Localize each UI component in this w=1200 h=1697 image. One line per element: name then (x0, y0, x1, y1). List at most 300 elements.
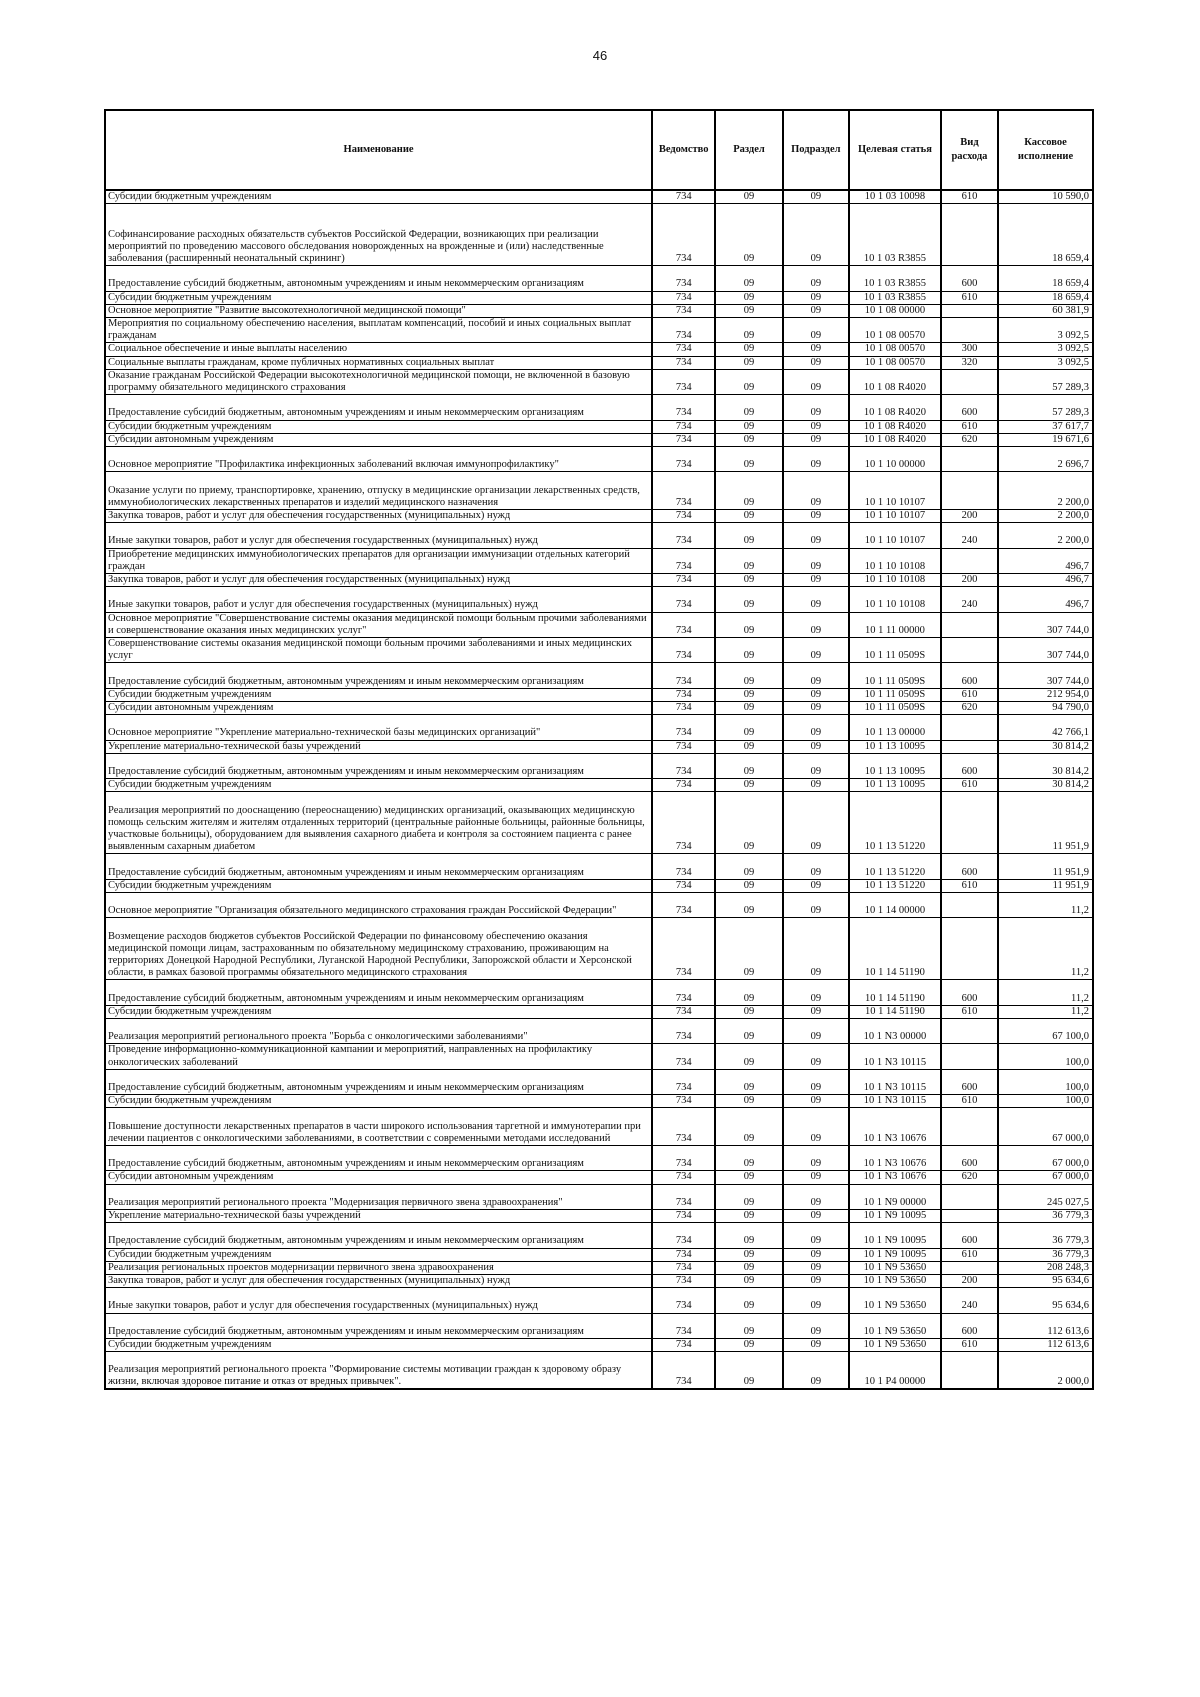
row-section: 09 (715, 792, 782, 854)
row-name: Субсидии бюджетным учреждениям (105, 1005, 652, 1018)
page-number: 46 (592, 48, 608, 63)
table-row (105, 918, 1093, 980)
row-section: 09 (715, 753, 782, 778)
row-expense-type (941, 892, 998, 917)
row-expense-type: 600 (941, 266, 998, 291)
row-section: 09 (715, 447, 782, 472)
row-target: 10 1 08 00000 (849, 304, 941, 317)
row-subsection: 09 (783, 1274, 849, 1287)
row-subsection: 09 (783, 1171, 849, 1184)
table-row (105, 356, 1093, 369)
row-department: 734 (652, 702, 715, 715)
table-row (105, 612, 1093, 637)
row-section: 09 (715, 638, 782, 663)
row-section: 09 (715, 779, 782, 792)
row-execution: 307 744,0 (998, 612, 1093, 637)
row-department: 734 (652, 918, 715, 980)
table-row (105, 879, 1093, 892)
row-target: 10 1 10 10108 (849, 548, 941, 573)
row-department: 734 (652, 1018, 715, 1043)
row-execution: 36 779,3 (998, 1209, 1093, 1222)
row-subsection: 09 (783, 1223, 849, 1248)
row-name: Иные закупки товаров, работ и услуг для обеспечения государственных (муниципальных) нужд (105, 523, 652, 548)
row-target: 10 1 N9 53650 (849, 1313, 941, 1338)
row-execution: 30 814,2 (998, 753, 1093, 778)
table-row (105, 266, 1093, 291)
table-row (105, 1184, 1093, 1209)
row-subsection: 09 (783, 291, 849, 304)
row-execution: 18 659,4 (998, 291, 1093, 304)
row-execution: 95 634,6 (998, 1288, 1093, 1313)
row-execution: 57 289,3 (998, 395, 1093, 420)
row-target: 10 1 08 R4020 (849, 395, 941, 420)
row-execution: 95 634,6 (998, 1274, 1093, 1287)
row-expense-type: 610 (941, 291, 998, 304)
row-subsection: 09 (783, 190, 849, 204)
table-row (105, 688, 1093, 701)
table-row (105, 204, 1093, 266)
row-department: 734 (652, 1095, 715, 1108)
row-department: 734 (652, 753, 715, 778)
row-subsection: 09 (783, 395, 849, 420)
row-subsection: 09 (783, 1248, 849, 1261)
row-execution: 11 951,9 (998, 879, 1093, 892)
row-subsection: 09 (783, 587, 849, 612)
row-expense-type (941, 715, 998, 740)
row-department: 734 (652, 190, 715, 204)
row-section: 09 (715, 1184, 782, 1209)
row-department: 734 (652, 612, 715, 637)
table-body (105, 190, 1093, 1389)
table-row (105, 472, 1093, 510)
row-section: 09 (715, 980, 782, 1005)
table-row (105, 779, 1093, 792)
header-department: Ведомство (652, 110, 715, 190)
row-name: Софинансирование расходных обязательств субъектов Российской Федерации, возникающих при реализации мероприятий по проведению массового обследования новорожденных на врожденные и (или) наследственные заболевания (расширенный неонатальный скрининг) (105, 204, 652, 266)
row-execution: 496,7 (998, 548, 1093, 573)
row-execution: 57 289,3 (998, 369, 1093, 394)
row-department: 734 (652, 1171, 715, 1184)
row-department: 734 (652, 879, 715, 892)
row-expense-type: 600 (941, 395, 998, 420)
row-department: 734 (652, 369, 715, 394)
row-expense-type: 620 (941, 1171, 998, 1184)
row-target: 10 1 13 10095 (849, 779, 941, 792)
row-section: 09 (715, 369, 782, 394)
row-section: 09 (715, 1095, 782, 1108)
row-subsection: 09 (783, 715, 849, 740)
table-row (105, 587, 1093, 612)
row-department: 734 (652, 1223, 715, 1248)
table-row (105, 1145, 1093, 1170)
row-name: Укрепление материально-технической базы учреждений (105, 1209, 652, 1222)
row-department: 734 (652, 447, 715, 472)
row-target: 10 1 11 0509S (849, 688, 941, 701)
row-department: 734 (652, 792, 715, 854)
row-subsection: 09 (783, 510, 849, 523)
row-section: 09 (715, 1044, 782, 1069)
row-department: 734 (652, 587, 715, 612)
table-row (105, 1108, 1093, 1146)
row-execution: 67 000,0 (998, 1145, 1093, 1170)
table-row (105, 343, 1093, 356)
row-name: Реализация мероприятий по дооснащению (переоснащению) медицинских организаций, оказывающих медицинскую помощь сельским жителям и жителям отдаленных территорий (центральные районные больницы, районные больницы, участковые больницы), оборудованием для выявления сахарного диабета и контроля за состоянием пациента с ранее выявленным сахарным диабетом (105, 792, 652, 854)
row-section: 09 (715, 587, 782, 612)
row-target: 10 1 10 00000 (849, 447, 941, 472)
row-execution: 30 814,2 (998, 740, 1093, 753)
row-name: Предоставление субсидий бюджетным, автономным учреждениям и иным некоммерческим организациям (105, 266, 652, 291)
row-section: 09 (715, 715, 782, 740)
row-name: Предоставление субсидий бюджетным, автономным учреждениям и иным некоммерческим организациям (105, 854, 652, 879)
row-target: 10 1 11 0509S (849, 702, 941, 715)
row-subsection: 09 (783, 1352, 849, 1390)
row-department: 734 (652, 574, 715, 587)
row-target: 10 1 08 00570 (849, 356, 941, 369)
row-target: 10 1 14 51190 (849, 980, 941, 1005)
row-name: Субсидии бюджетным учреждениям (105, 190, 652, 204)
row-expense-type: 600 (941, 1069, 998, 1094)
row-target: 10 1 03 R3855 (849, 291, 941, 304)
row-target: 10 1 08 R4020 (849, 420, 941, 433)
row-execution: 19 671,6 (998, 433, 1093, 446)
table-row (105, 1288, 1093, 1313)
row-department: 734 (652, 1313, 715, 1338)
row-subsection: 09 (783, 663, 849, 688)
row-execution: 42 766,1 (998, 715, 1093, 740)
row-subsection: 09 (783, 980, 849, 1005)
row-target: 10 1 08 00570 (849, 318, 941, 343)
row-execution: 307 744,0 (998, 663, 1093, 688)
row-subsection: 09 (783, 1044, 849, 1069)
row-execution: 2 200,0 (998, 472, 1093, 510)
table-row (105, 395, 1093, 420)
row-execution: 245 027,5 (998, 1184, 1093, 1209)
table-row (105, 638, 1093, 663)
table-row (105, 663, 1093, 688)
row-department: 734 (652, 1044, 715, 1069)
row-expense-type (941, 1261, 998, 1274)
row-section: 09 (715, 663, 782, 688)
row-department: 734 (652, 1274, 715, 1287)
table-row (105, 702, 1093, 715)
row-subsection: 09 (783, 204, 849, 266)
row-subsection: 09 (783, 1313, 849, 1338)
row-expense-type: 600 (941, 854, 998, 879)
row-target: 10 1 08 R4020 (849, 433, 941, 446)
row-subsection: 09 (783, 1209, 849, 1222)
table-row (105, 1248, 1093, 1261)
row-section: 09 (715, 1069, 782, 1094)
row-section: 09 (715, 472, 782, 510)
row-execution: 36 779,3 (998, 1223, 1093, 1248)
row-target: 10 1 13 51220 (849, 792, 941, 854)
row-name: Закупка товаров, работ и услуг для обеспечения государственных (муниципальных) нужд (105, 574, 652, 587)
row-section: 09 (715, 892, 782, 917)
row-target: 10 1 13 00000 (849, 715, 941, 740)
row-subsection: 09 (783, 779, 849, 792)
row-department: 734 (652, 740, 715, 753)
row-section: 09 (715, 1274, 782, 1287)
table-row (105, 1005, 1093, 1018)
row-name: Основное мероприятие "Организация обязательного медицинского страхования граждан Российской Федерации" (105, 892, 652, 917)
row-execution: 3 092,5 (998, 356, 1093, 369)
row-department: 734 (652, 892, 715, 917)
table-row (105, 1338, 1093, 1351)
row-department: 734 (652, 433, 715, 446)
table-row (105, 715, 1093, 740)
header-target: Целевая статья (849, 110, 941, 190)
table-row (105, 574, 1093, 587)
row-section: 09 (715, 1005, 782, 1018)
row-section: 09 (715, 1108, 782, 1146)
row-subsection: 09 (783, 753, 849, 778)
row-expense-type (941, 1209, 998, 1222)
row-subsection: 09 (783, 1261, 849, 1274)
row-name: Предоставление субсидий бюджетным, автономным учреждениям и иным некоммерческим организациям (105, 1069, 652, 1094)
row-section: 09 (715, 1209, 782, 1222)
row-execution: 18 659,4 (998, 266, 1093, 291)
table-row (105, 447, 1093, 472)
row-section: 09 (715, 740, 782, 753)
row-department: 734 (652, 510, 715, 523)
row-name: Реализация мероприятий регионального проекта "Формирование системы мотивации граждан к здоровому образу жизни, включая здоровое питание и отказ от вредных привычек". (105, 1352, 652, 1390)
row-section: 09 (715, 266, 782, 291)
row-section: 09 (715, 190, 782, 204)
row-execution: 67 000,0 (998, 1171, 1093, 1184)
row-section: 09 (715, 612, 782, 637)
row-target: 10 1 N3 10115 (849, 1069, 941, 1094)
row-execution: 11,2 (998, 892, 1093, 917)
row-department: 734 (652, 980, 715, 1005)
row-name: Социальное обеспечение и иные выплаты населению (105, 343, 652, 356)
table-row (105, 523, 1093, 548)
table-row (105, 792, 1093, 854)
row-department: 734 (652, 1261, 715, 1274)
table-row (105, 291, 1093, 304)
table-row (105, 740, 1093, 753)
row-execution: 2 200,0 (998, 523, 1093, 548)
row-name: Основное мероприятие "Развитие высокотехнологичной медицинской помощи" (105, 304, 652, 317)
row-target: 10 1 08 R4020 (849, 369, 941, 394)
row-expense-type: 600 (941, 1223, 998, 1248)
row-section: 09 (715, 318, 782, 343)
row-name: Предоставление субсидий бюджетным, автономным учреждениям и иным некоммерческим организациям (105, 663, 652, 688)
row-expense-type: 610 (941, 420, 998, 433)
row-name: Субсидии бюджетным учреждениям (105, 1248, 652, 1261)
row-subsection: 09 (783, 1184, 849, 1209)
row-execution: 100,0 (998, 1069, 1093, 1094)
row-department: 734 (652, 1288, 715, 1313)
row-department: 734 (652, 395, 715, 420)
table-row (105, 1261, 1093, 1274)
row-subsection: 09 (783, 879, 849, 892)
row-name: Субсидии бюджетным учреждениям (105, 879, 652, 892)
row-name: Основное мероприятие "Совершенствование системы оказания медицинской помощи больным прочими заболеваниями и совершенствование оказания иных медицинских услуг" (105, 612, 652, 637)
row-subsection: 09 (783, 918, 849, 980)
row-execution: 37 617,7 (998, 420, 1093, 433)
row-target: 10 1 N9 53650 (849, 1288, 941, 1313)
row-target: 10 1 N9 53650 (849, 1261, 941, 1274)
row-expense-type: 600 (941, 663, 998, 688)
row-name: Предоставление субсидий бюджетным, автономным учреждениям и иным некоммерческим организациям (105, 753, 652, 778)
row-name: Приобретение медицинских иммунобиологических препаратов для организации иммунизации отдельных категорий граждан (105, 548, 652, 573)
row-target: 10 1 03 R3855 (849, 266, 941, 291)
row-section: 09 (715, 204, 782, 266)
row-department: 734 (652, 318, 715, 343)
row-expense-type (941, 1018, 998, 1043)
row-subsection: 09 (783, 343, 849, 356)
row-expense-type: 200 (941, 1274, 998, 1287)
row-subsection: 09 (783, 792, 849, 854)
row-target: 10 1 N3 10676 (849, 1145, 941, 1170)
row-subsection: 09 (783, 1069, 849, 1094)
table-row (105, 548, 1093, 573)
row-target: 10 1 03 10098 (849, 190, 941, 204)
row-expense-type (941, 472, 998, 510)
row-department: 734 (652, 638, 715, 663)
row-expense-type (941, 318, 998, 343)
row-execution: 3 092,5 (998, 343, 1093, 356)
row-subsection: 09 (783, 304, 849, 317)
row-name: Субсидии бюджетным учреждениям (105, 779, 652, 792)
row-target: 10 1 N9 10095 (849, 1223, 941, 1248)
row-name: Субсидии автономным учреждениям (105, 433, 652, 446)
row-execution: 94 790,0 (998, 702, 1093, 715)
row-department: 734 (652, 1069, 715, 1094)
row-department: 734 (652, 472, 715, 510)
row-department: 734 (652, 356, 715, 369)
row-subsection: 09 (783, 266, 849, 291)
table-row (105, 420, 1093, 433)
row-section: 09 (715, 420, 782, 433)
row-subsection: 09 (783, 433, 849, 446)
row-department: 734 (652, 1145, 715, 1170)
table-header-row (105, 110, 1093, 190)
row-expense-type: 240 (941, 587, 998, 612)
table-row (105, 1209, 1093, 1222)
row-department: 734 (652, 420, 715, 433)
row-target: 10 1 N9 53650 (849, 1338, 941, 1351)
row-name: Предоставление субсидий бюджетным, автономным учреждениям и иным некоммерческим организациям (105, 1223, 652, 1248)
row-name: Реализация региональных проектов модернизации первичного звена здравоохранения (105, 1261, 652, 1274)
row-subsection: 09 (783, 612, 849, 637)
row-expense-type: 610 (941, 190, 998, 204)
row-expense-type: 610 (941, 1338, 998, 1351)
row-subsection: 09 (783, 854, 849, 879)
row-execution: 11,2 (998, 1005, 1093, 1018)
row-section: 09 (715, 291, 782, 304)
row-section: 09 (715, 1223, 782, 1248)
row-section: 09 (715, 523, 782, 548)
row-target: 10 1 N9 00000 (849, 1184, 941, 1209)
row-target: 10 1 N9 53650 (849, 1274, 941, 1287)
row-section: 09 (715, 1352, 782, 1390)
row-target: 10 1 11 0509S (849, 663, 941, 688)
row-expense-type: 610 (941, 779, 998, 792)
row-target: 10 1 08 00570 (849, 343, 941, 356)
row-section: 09 (715, 702, 782, 715)
table-row (105, 433, 1093, 446)
row-execution: 100,0 (998, 1044, 1093, 1069)
table-row (105, 1352, 1093, 1390)
row-execution: 11,2 (998, 918, 1093, 980)
table-row (105, 753, 1093, 778)
row-execution: 208 248,3 (998, 1261, 1093, 1274)
table-row (105, 304, 1093, 317)
row-target: 10 1 14 51190 (849, 1005, 941, 1018)
row-name: Предоставление субсидий бюджетным, автономным учреждениям и иным некоммерческим организациям (105, 980, 652, 1005)
row-section: 09 (715, 356, 782, 369)
row-expense-type (941, 612, 998, 637)
row-department: 734 (652, 1248, 715, 1261)
row-name: Субсидии автономным учреждениям (105, 1171, 652, 1184)
row-name: Закупка товаров, работ и услуг для обеспечения государственных (муниципальных) нужд (105, 1274, 652, 1287)
row-expense-type (941, 1108, 998, 1146)
table-row (105, 1171, 1093, 1184)
row-expense-type: 200 (941, 574, 998, 587)
row-department: 734 (652, 779, 715, 792)
table-row (105, 190, 1093, 204)
row-subsection: 09 (783, 1005, 849, 1018)
row-section: 09 (715, 548, 782, 573)
row-target: 10 1 13 10095 (849, 740, 941, 753)
row-department: 734 (652, 291, 715, 304)
row-expense-type: 620 (941, 433, 998, 446)
row-execution: 11 951,9 (998, 792, 1093, 854)
row-execution: 11 951,9 (998, 854, 1093, 879)
row-name: Предоставление субсидий бюджетным, автономным учреждениям и иным некоммерческим организациям (105, 395, 652, 420)
row-section: 09 (715, 343, 782, 356)
row-expense-type: 240 (941, 1288, 998, 1313)
table-row (105, 854, 1093, 879)
row-section: 09 (715, 854, 782, 879)
row-expense-type: 600 (941, 753, 998, 778)
table-row (105, 318, 1093, 343)
table-row (105, 1313, 1093, 1338)
row-subsection: 09 (783, 447, 849, 472)
row-target: 10 1 10 10108 (849, 574, 941, 587)
row-target: 10 1 10 10108 (849, 587, 941, 612)
table-row (105, 510, 1093, 523)
row-section: 09 (715, 1313, 782, 1338)
table-row (105, 369, 1093, 394)
row-department: 734 (652, 1352, 715, 1390)
row-execution: 18 659,4 (998, 204, 1093, 266)
row-section: 09 (715, 433, 782, 446)
row-department: 734 (652, 715, 715, 740)
row-target: 10 1 11 00000 (849, 612, 941, 637)
row-section: 09 (715, 688, 782, 701)
row-expense-type (941, 792, 998, 854)
row-target: 10 1 N3 10115 (849, 1095, 941, 1108)
row-target: 10 1 03 R3855 (849, 204, 941, 266)
row-expense-type: 200 (941, 510, 998, 523)
row-target: 10 1 N9 10095 (849, 1209, 941, 1222)
row-expense-type: 300 (941, 343, 998, 356)
row-department: 734 (652, 523, 715, 548)
row-target: 10 1 14 00000 (849, 892, 941, 917)
row-target: 10 1 10 10107 (849, 472, 941, 510)
row-subsection: 09 (783, 523, 849, 548)
header-section: Раздел (715, 110, 782, 190)
row-expense-type (941, 740, 998, 753)
row-expense-type: 610 (941, 879, 998, 892)
row-expense-type: 600 (941, 1313, 998, 1338)
row-execution: 2 000,0 (998, 1352, 1093, 1390)
row-name: Основное мероприятие "Укрепление материально-технической базы медицинских организаций" (105, 715, 652, 740)
row-name: Социальные выплаты гражданам, кроме публичных нормативных социальных выплат (105, 356, 652, 369)
row-department: 734 (652, 204, 715, 266)
